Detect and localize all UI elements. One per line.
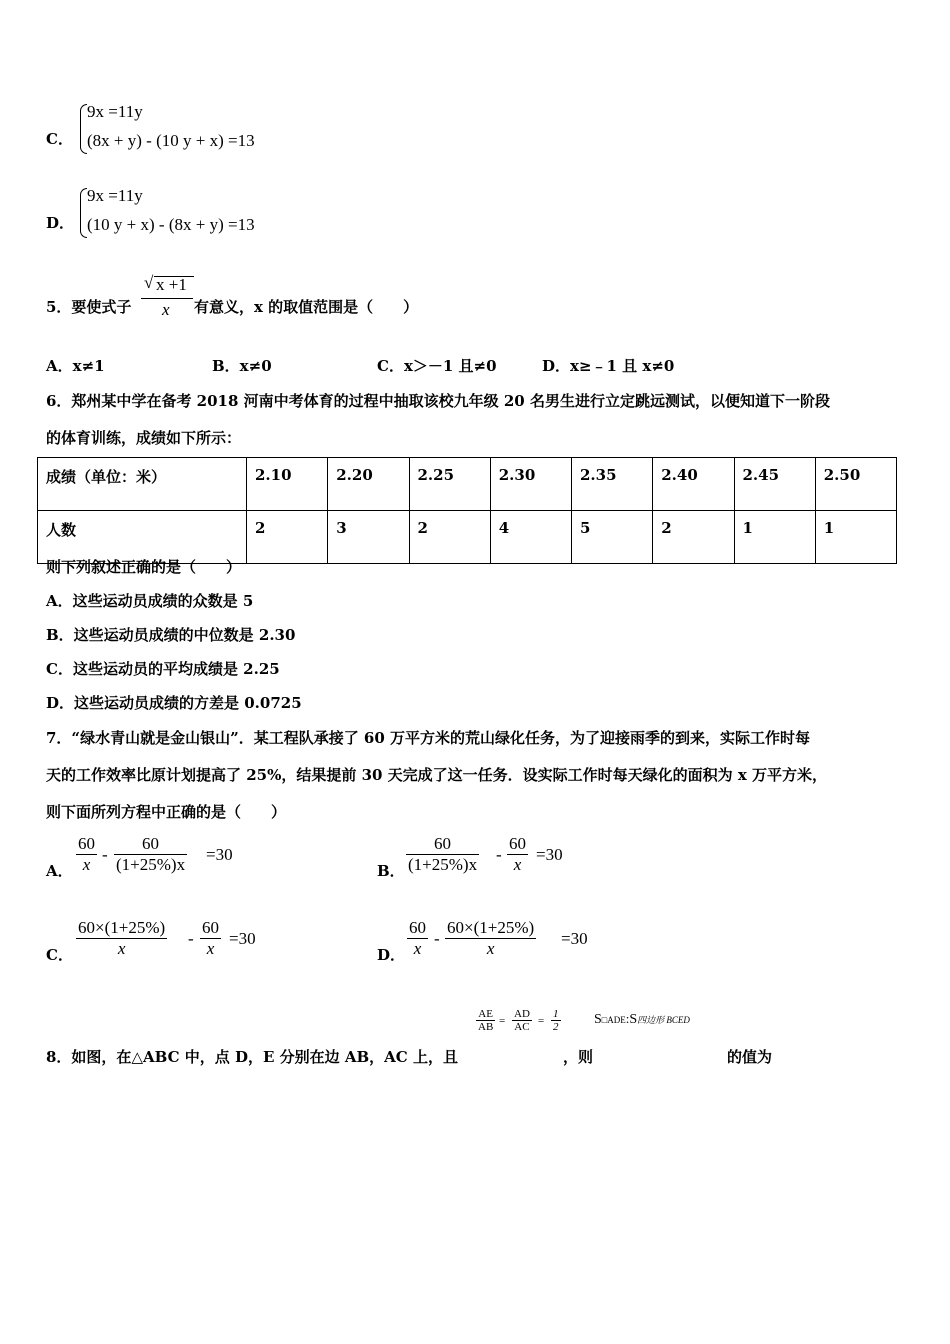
q5-option-c: C．x＞－1 且≠0	[377, 357, 497, 375]
q5-option-a: A．x≠1	[46, 357, 105, 375]
ratio-half: $\frac{1}{2}$	[553, 1008, 559, 1033]
table-cell: 2.35	[572, 458, 653, 511]
q6-option-d: D．这些运动员成绩的方差是 0.0725	[46, 694, 302, 712]
table-cell: 2.20	[328, 458, 409, 511]
q7-a-fraction-2: $\frac{60}{(1+25\%)x}$	[116, 834, 186, 874]
q7-a-fraction-1: $\frac{60}{x}$	[78, 834, 95, 874]
q7-option-d-label: D．	[377, 946, 406, 964]
table-cell: 2.30	[490, 458, 571, 511]
q6-option-a: A．这些运动员成绩的众数是 5	[46, 592, 254, 610]
minus-sign: -	[188, 929, 194, 948]
q5-option-d: D．x≥﹣1 且 x≠0	[542, 357, 675, 375]
q7-b-fraction-1: $\frac{60}{(1+25\%)x}$	[408, 834, 478, 874]
q7-d-fraction-1: $\frac{60}{x}$	[409, 918, 426, 958]
q7-option-c-label: C．	[46, 946, 73, 964]
q7-stem-line-2: 天的工作效率比原计划提高了 25%，结果提前 30 天完成了这一任务．设实际工作时每天绿化的面积为 x 万平方米，	[46, 766, 828, 784]
table-cell: 2.50	[815, 458, 896, 511]
q6-option-b: B．这些运动员成绩的中位数是 2.30	[46, 626, 296, 644]
minus-sign: -	[102, 845, 108, 864]
q4-option-c-label: C．	[46, 130, 73, 148]
q7-option-b-label: B．	[377, 862, 405, 880]
q6-option-c: C．这些运动员的平均成绩是 2.25	[46, 660, 280, 678]
table-cell: 2.10	[247, 458, 328, 511]
q7-c-fraction-1: $\frac{60\times(1+25\%)}{x}$	[78, 918, 166, 958]
q6-stem-line-2: 的体育训练，成绩如下所示：	[46, 429, 242, 447]
score-table	[37, 457, 897, 564]
table-cell: 2	[653, 511, 734, 564]
table-header-count: 人数	[38, 511, 247, 564]
q5-suffix: 有意义，x 的取值范围是（ ）	[194, 298, 419, 316]
table-cell: 1	[815, 511, 896, 564]
q7-b-rhs: =30	[536, 845, 563, 864]
table-cell: 2.45	[734, 458, 815, 511]
q5-option-b: B．x≠0	[212, 357, 272, 375]
q6-stem-line-1: 6．郑州某中学在备考 2018 河南中考体育的过程中抽取该校九年级 20 名男生进行立定跳远测试，以便知道下一阶段	[46, 392, 830, 410]
q5-prefix: 5．要使式子	[46, 298, 132, 316]
area-ratio-expression: S□ADE:S四边形 BCED	[594, 1011, 690, 1027]
q7-option-a-label: A．	[46, 862, 73, 880]
q7-d-fraction-2: $\frac{60\times(1+25\%)}{x}$	[447, 918, 535, 958]
table-header-score: 成绩（单位：米）	[38, 458, 247, 511]
q4-option-d-label: D．	[46, 214, 75, 232]
minus-sign: -	[434, 929, 440, 948]
table-cell: 5	[572, 511, 653, 564]
equals-sign: =	[538, 1015, 545, 1027]
ratio-ae-ab: $\frac{AE}{AB}$	[478, 1008, 494, 1033]
q4-c-equation-1: 9x =11y	[87, 102, 143, 121]
system-brace	[80, 104, 87, 154]
system-brace	[80, 188, 87, 238]
q5-denominator: x	[162, 300, 170, 319]
table-cell: 2	[247, 511, 328, 564]
q7-a-rhs: =30	[206, 845, 233, 864]
q7-b-fraction-2: $\frac{60}{x}$	[509, 834, 526, 874]
table-cell: 2	[409, 511, 490, 564]
table-row	[38, 458, 897, 511]
table-cell: 2.25	[409, 458, 490, 511]
q4-d-equation-2: (10 y + x) - (8x + y) =13	[87, 215, 255, 234]
q4-d-equation-1: 9x =11y	[87, 186, 143, 205]
q8-text-b: ，则	[563, 1048, 594, 1066]
table-cell: 4	[490, 511, 571, 564]
q8-text-a: 8．如图，在△ABC 中，点 D，E 分别在边 AB，AC 上，且	[46, 1048, 458, 1066]
q5-numerator: x +1	[156, 275, 187, 294]
q7-c-rhs: =30	[229, 929, 256, 948]
table-cell: 1	[734, 511, 815, 564]
q7-stem-line-1: 7．“绿水青山就是金山银山”．某工程队承接了 60 万平方米的荒山绿化任务，为了迎接雨季的到来，实际工作时每	[46, 729, 811, 747]
equals-sign: =	[499, 1015, 506, 1027]
q7-stem-line-3: 则下面所列方程中正确的是（ ）	[46, 803, 287, 821]
table-cell: 3	[328, 511, 409, 564]
q4-c-equation-2: (8x + y) - (10 y + x) =13	[87, 131, 255, 150]
table-cell: 2.40	[653, 458, 734, 511]
sqrt-icon: √	[144, 273, 154, 292]
ratio-ad-ac: $\frac{AD}{AC}$	[514, 1008, 530, 1033]
q8-text-c: 的值为	[727, 1048, 773, 1066]
minus-sign: -	[496, 845, 502, 864]
q7-c-fraction-2: $\frac{60}{x}$	[202, 918, 219, 958]
q7-d-rhs: =30	[561, 929, 588, 948]
q6-question: 则下列叙述正确的是（ ）	[46, 558, 242, 576]
